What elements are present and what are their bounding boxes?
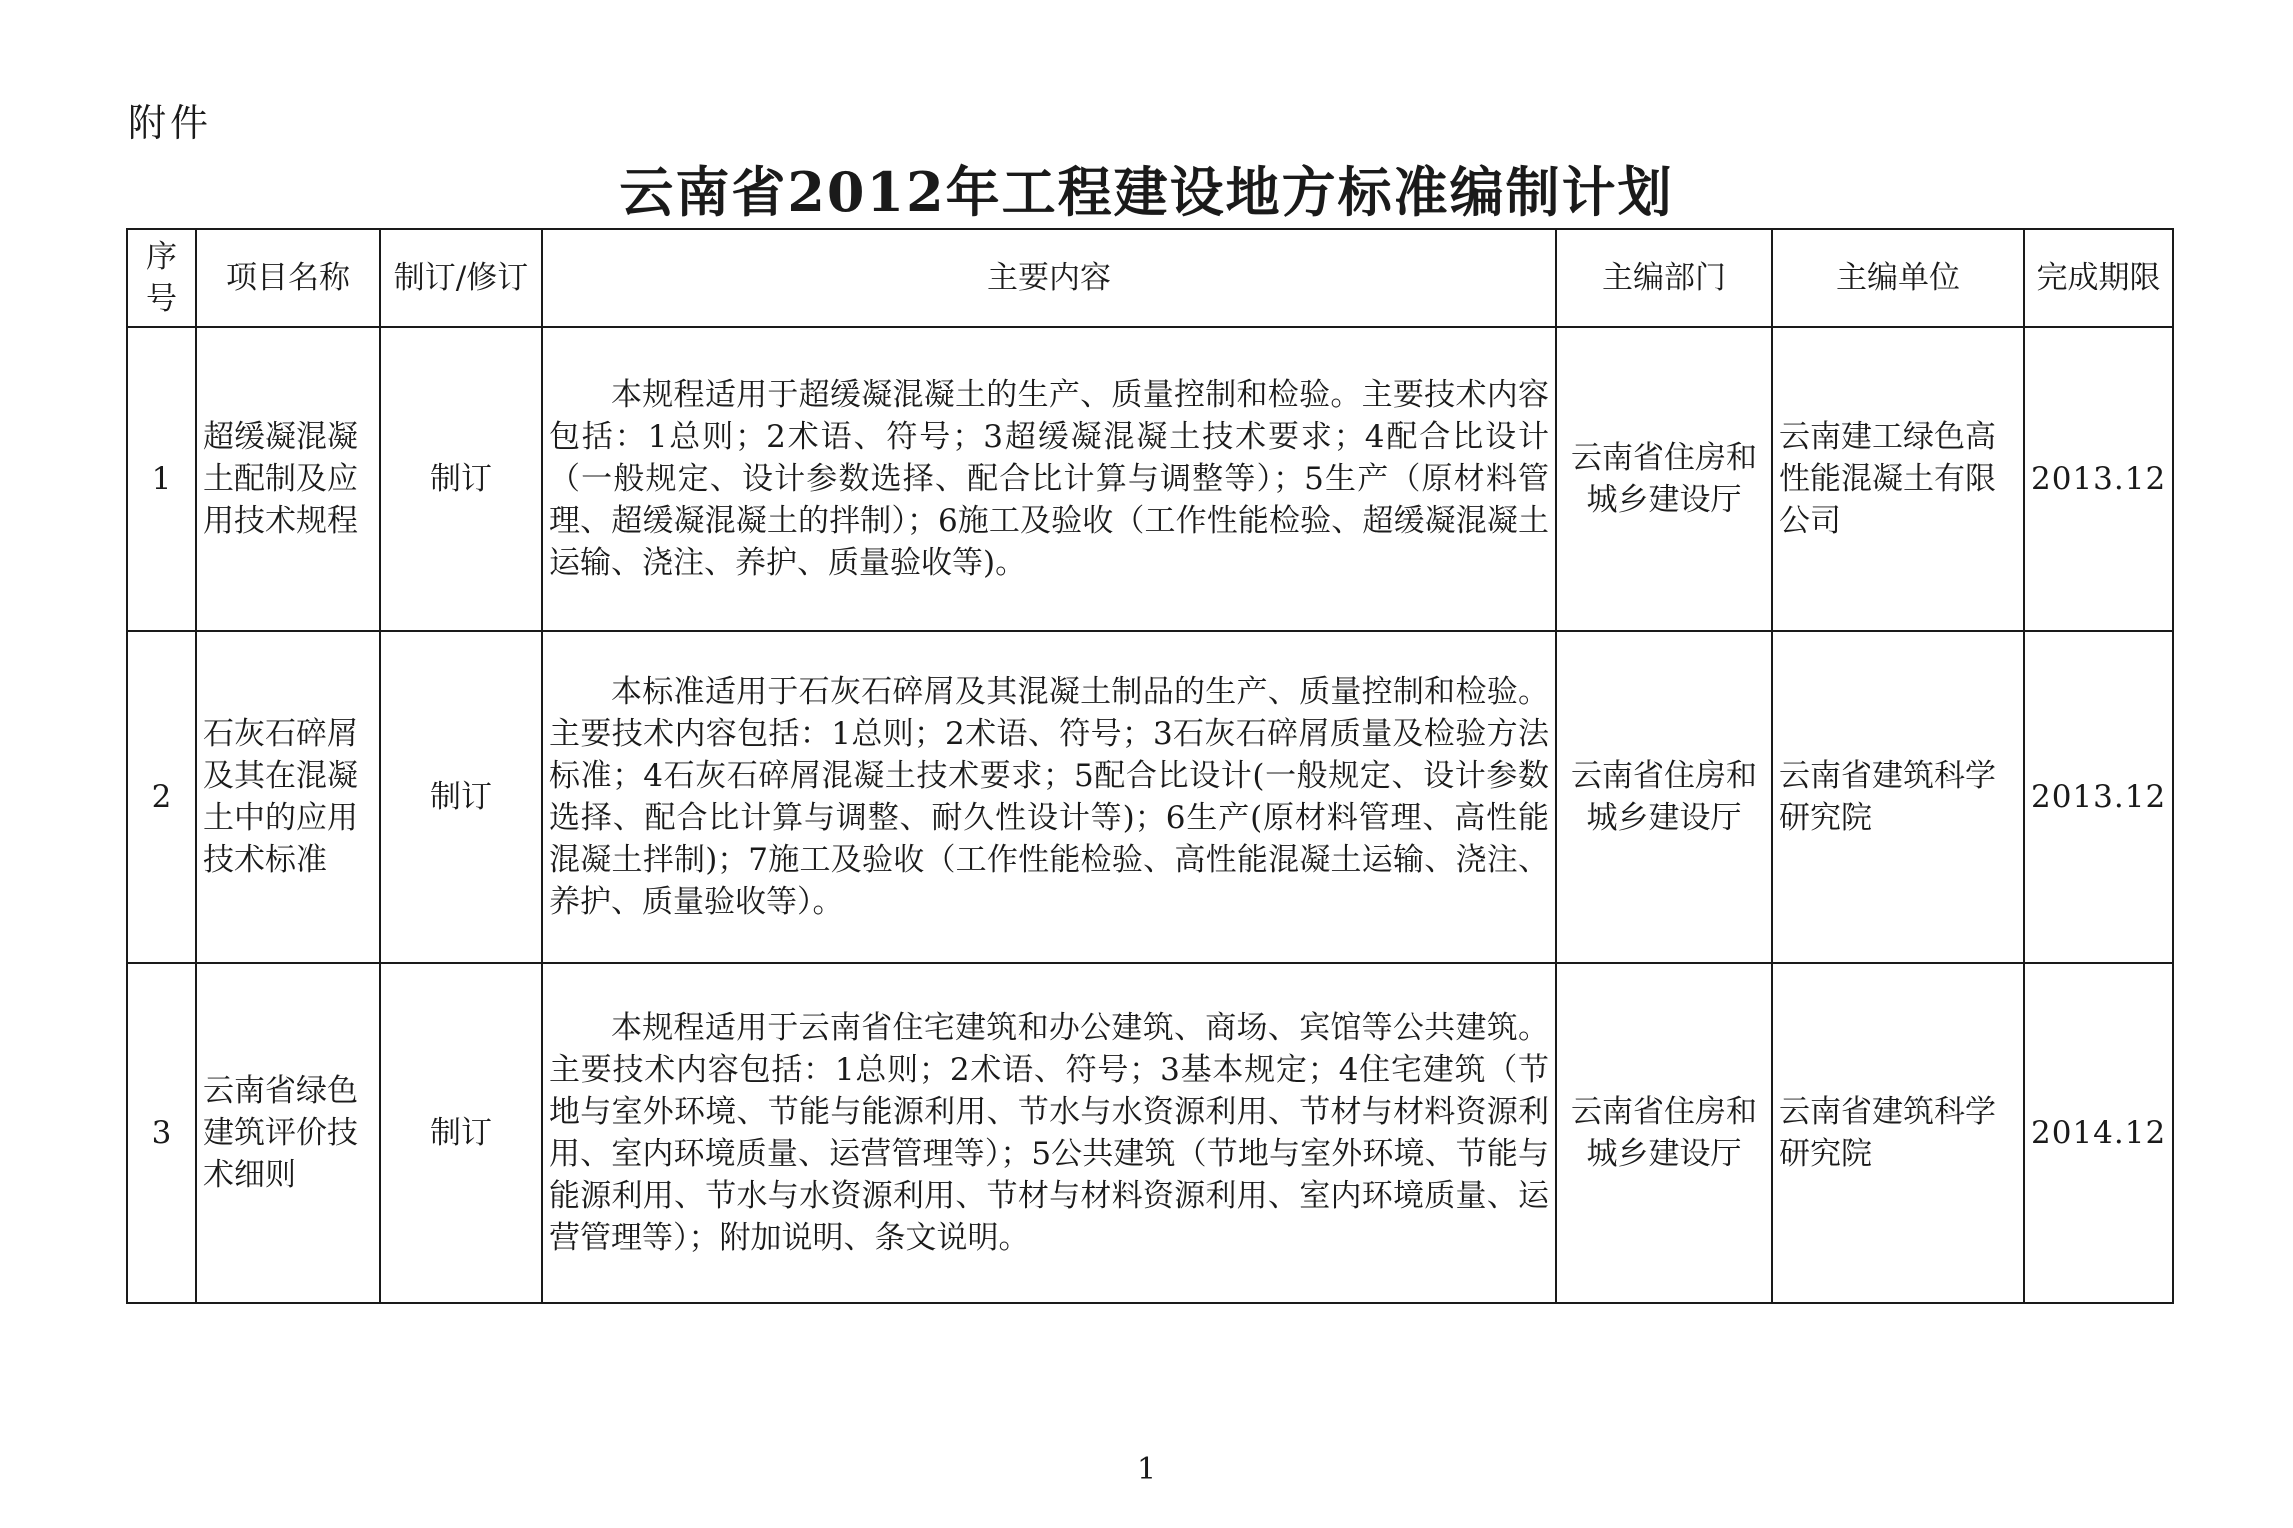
header-unit: 主编单位 (1772, 229, 2024, 327)
row-deadline: 2013.12 (2024, 327, 2173, 631)
header-content: 主要内容 (542, 229, 1556, 327)
table-row (127, 631, 2173, 963)
row-type: 制订 (380, 327, 542, 631)
row-content: 本标准适用于石灰石碎屑及其混凝土制品的生产、质量控制和检验。主要技术内容包括：1总则；2术语、符号；3石灰石碎屑质量及检验方法标准；4石灰石碎屑混凝土技术要求；5配合比设计(一般规定、设计参数选择、配合比计算与调整、耐久性设计等)；6生产(原材料管理、高性能混凝土拌制)；7施工及验收（工作性能检验、高性能混凝土运输、浇注、养护、质量验收等）。 (549, 674, 1549, 920)
row-dept: 云南省住房和城乡建设厅 (1556, 963, 1772, 1303)
table-header-row (127, 229, 2173, 327)
page-number: 1 (1136, 1452, 1157, 1487)
header-dept: 主编部门 (1556, 229, 1772, 327)
header-type: 制订/修订 (380, 229, 542, 327)
table-row (127, 327, 2173, 631)
row-unit: 云南省建筑科学研究院 (1772, 963, 2024, 1303)
row-content-cell (542, 631, 1556, 963)
attachment-label: 附件 (128, 101, 213, 145)
standards-plan-table (126, 228, 2174, 1304)
row-type: 制订 (380, 631, 542, 963)
row-seq: 2 (127, 631, 196, 963)
row-seq: 3 (127, 963, 196, 1303)
row-unit: 云南建工绿色高性能混凝土有限公司 (1772, 327, 2024, 631)
row-deadline: 2014.12 (2024, 963, 2173, 1303)
row-dept: 云南省住房和城乡建设厅 (1556, 631, 1772, 963)
header-name: 项目名称 (196, 229, 380, 327)
row-content-cell (542, 327, 1556, 631)
row-project-name: 超缓凝混凝土配制及应用技术规程 (196, 327, 380, 631)
row-content-cell (542, 963, 1556, 1303)
row-content: 本规程适用于超缓凝混凝土的生产、质量控制和检验。主要技术内容包括：1总则；2术语、符号；3超缓凝混凝土技术要求；4配合比设计（一般规定、设计参数选择、配合比计算与调整等）；5生产（原材料管理、超缓凝混凝土的拌制）；6施工及验收（工作性能检验、超缓凝混凝土运输、浇注、养护、质量验收等)。 (549, 377, 1549, 581)
header-deadline: 完成期限 (2024, 229, 2173, 327)
row-type: 制订 (380, 963, 542, 1303)
row-project-name: 云南省绿色建筑评价技术细则 (196, 963, 380, 1303)
row-unit: 云南省建筑科学研究院 (1772, 631, 2024, 963)
row-deadline: 2013.12 (2024, 631, 2173, 963)
header-seq: 序号 (127, 229, 196, 327)
row-dept: 云南省住房和城乡建设厅 (1556, 327, 1772, 631)
row-project-name: 石灰石碎屑及其在混凝土中的应用技术标准 (196, 631, 380, 963)
table-row (127, 963, 2173, 1303)
row-content: 本规程适用于云南省住宅建筑和办公建筑、商场、宾馆等公共建筑。主要技术内容包括：1总则；2术语、符号；3基本规定；4住宅建筑（节地与室外环境、节能与能源利用、节水与水资源利用、节材与材料资源利用、室内环境质量、运营管理等）；5公共建筑（节地与室外环境、节能与能源利用、节水与水资源利用、节材与材料资源利用、室内环境质量、运营管理等）；附加说明、条文说明。 (549, 1010, 1549, 1256)
document-title: 云南省2012年工程建设地方标准编制计划 (619, 160, 1674, 224)
row-seq: 1 (127, 327, 196, 631)
